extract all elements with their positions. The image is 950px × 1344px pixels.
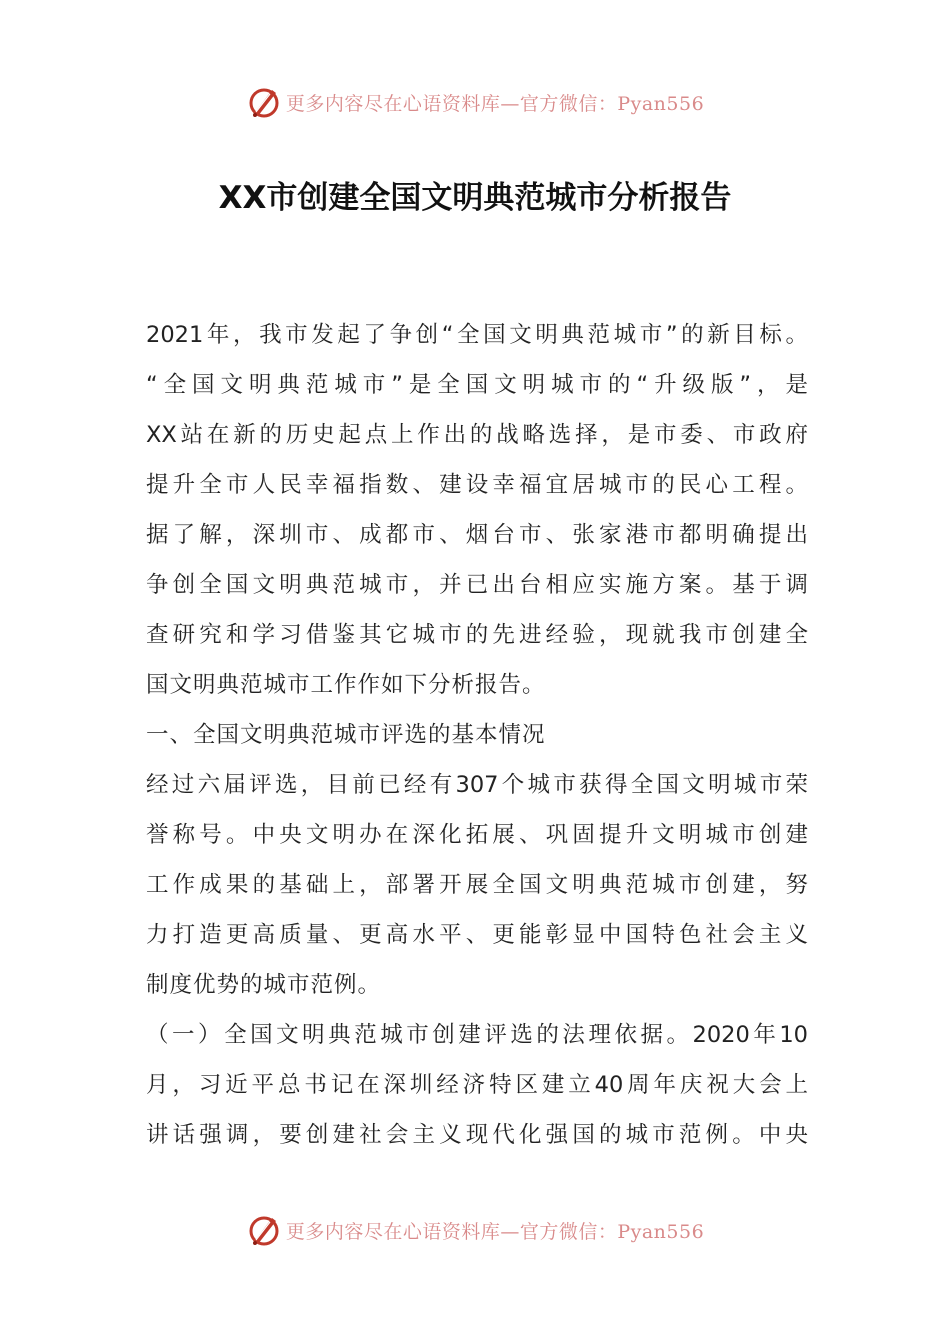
watermark-text: 更多内容尽在心语资料库—官方微信：Pyan556 bbox=[285, 92, 705, 115]
section-heading: 一、全国文明典范城市评选的基本情况 bbox=[146, 722, 546, 748]
document-body bbox=[146, 310, 808, 1160]
body-line: 工作成果的基础上，部署开展全国文明典范城市创建，努 bbox=[146, 872, 808, 898]
document-title: XX市创建全国文明典范城市分析报告 bbox=[218, 180, 732, 216]
subsection-line: （一）全国文明典范城市创建评选的法理依据。2020年10 bbox=[146, 1022, 808, 1048]
body-line: 争创全国文明典范城市，并已出台相应实施方案。基于调 bbox=[146, 572, 808, 598]
body-line: 提升全市人民幸福指数、建设幸福宜居城市的民心工程。 bbox=[146, 472, 808, 498]
body-line: “全国文明典范城市”是全国文明城市的“升级版”，是 bbox=[146, 372, 808, 398]
body-line: 国文明典范城市工作作如下分析报告。 bbox=[146, 672, 546, 698]
body-line: XX站在新的历史起点上作出的战略选择，是市委、市政府 bbox=[146, 422, 808, 448]
watermark-text: 更多内容尽在心语资料库—官方微信：Pyan556 bbox=[285, 1220, 705, 1243]
watermark-banner-top bbox=[0, 82, 950, 122]
body-line: 查研究和学习借鉴其它城市的先进经验，现就我市创建全 bbox=[146, 622, 808, 648]
body-line: 经过六届评选，目前已经有307个城市获得全国文明城市荣 bbox=[146, 772, 808, 798]
body-line: 讲话强调，要创建社会主义现代化强国的城市范例。中央 bbox=[146, 1122, 808, 1148]
body-line: 力打造更高质量、更高水平、更能彰显中国特色社会主义 bbox=[146, 922, 808, 948]
body-line: 制度优势的城市范例。 bbox=[146, 972, 382, 998]
body-line: 据了解，深圳市、成都市、烟台市、张家港市都明确提出 bbox=[146, 522, 808, 548]
quill-pen-circle-icon bbox=[246, 84, 282, 120]
body-line: 誉称号。中央文明办在深化拓展、巩固提升文明城市创建 bbox=[146, 822, 808, 848]
body-line: 月，习近平总书记在深圳经济特区建立40周年庆祝大会上 bbox=[146, 1072, 808, 1098]
watermark-banner-bottom bbox=[0, 1210, 950, 1250]
quill-pen-circle-icon bbox=[246, 1212, 282, 1248]
body-line: 2021年，我市发起了争创“全国文明典范城市”的新目标。 bbox=[146, 322, 808, 348]
